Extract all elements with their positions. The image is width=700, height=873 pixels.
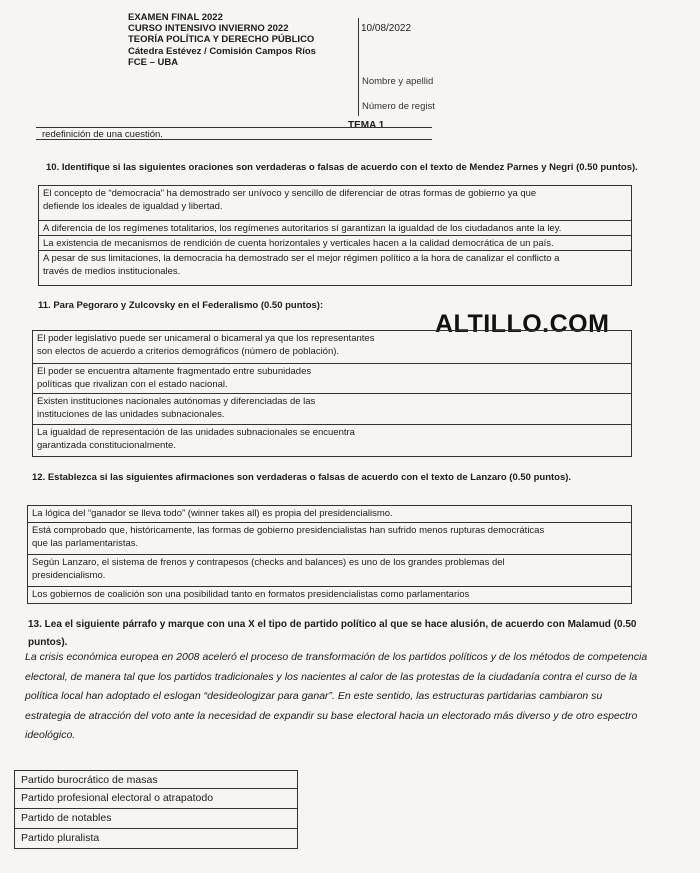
option-text: son electos de acuerdo a criterios demográficos (número de población). — [37, 345, 340, 357]
header-line: Cátedra Estévez / Comisión Campos Ríos — [128, 45, 316, 57]
q11-option — [32, 330, 632, 364]
option-text: La lógica del “ganador se lleva todo” (winner takes all) es propia del presidencialismo. — [32, 508, 393, 519]
option-text: A diferencia de los regímenes totalitarios, los regímenes autoritarios sí garantizan la igualdad de los ciudadanos ante la ley. — [43, 223, 562, 234]
option-label: Partido pluralista — [21, 832, 100, 844]
q12-option — [27, 554, 632, 587]
option-text: defiende los ideales de igualdad y libertad. — [43, 200, 223, 212]
q12-option — [27, 522, 632, 555]
title-line: 13. Lea el siguiente párrafo y marque con una X el tipo de partido político al que se hace alusión, de acuerdo con Malamud (0.50 — [28, 619, 637, 630]
option-text: presidencialismo. — [32, 569, 106, 581]
option-text: La igualdad de representación de las unidades subnacionales se encuentra — [37, 427, 355, 438]
q11-option — [32, 393, 632, 425]
option-text: El poder se encuentra altamente fragmentado entre subunidades — [37, 366, 312, 377]
option-text: que las parlamentaristas. — [32, 537, 139, 549]
header-line: EXAMEN FINAL 2022 — [128, 12, 223, 23]
question-13-title — [28, 616, 637, 652]
option-text: políticas que rivalizan con el estado nacional. — [37, 378, 228, 390]
paragraph-line: política local han adoptado el eslogan “desideologizar para ganar”. En este sentido, las estructuras partidarias cambiaron su — [25, 690, 603, 702]
option-text: Según Lanzaro, el sistema de frenos y contrapesos (checks and balances) es uno de los grandes problemas del — [32, 557, 505, 568]
header-line: CURSO INTENSIVO INVIERNO 2022 — [128, 23, 289, 35]
question-12-title: 12. Establezca si las siguientes afirmaciones son verdaderas o falsas de acuerdo con el texto de Lanzaro (0.50 puntos). — [32, 472, 572, 483]
paragraph-line: La crisis económica europea en 2008 aceleró el proceso de transformación de los partidos políticos y de los métodos de competencia — [25, 651, 648, 663]
q10-option — [38, 235, 632, 251]
q13-option[interactable] — [14, 770, 298, 789]
q12-option — [27, 586, 632, 604]
option-text: El concepto de “democracia” ha demostrado ser unívoco y sencillo de diferenciar de otras formas de gobierno ya que — [43, 188, 537, 199]
question-13-paragraph — [25, 648, 690, 746]
option-text: través de medios institucionales. — [43, 265, 181, 277]
q13-option[interactable] — [14, 829, 298, 849]
q10-option — [38, 250, 632, 286]
header-divider — [358, 18, 359, 116]
title-line: puntos). — [28, 637, 68, 648]
registry-field-label: Número de regist — [362, 101, 435, 112]
option-text: La existencia de mecanismos de rendición de cuenta horizontales y verticales hacen a la calidad democrática de un país. — [43, 238, 554, 249]
option-label: Partido de notables — [21, 812, 112, 824]
q12-option — [27, 505, 632, 523]
header-line: FCE – UBA — [128, 56, 179, 68]
option-text: instituciones de las unidades subnacionales. — [37, 408, 225, 420]
option-text: El poder legislativo puede ser unicameral o bicameral ya que los representantes — [37, 333, 375, 344]
option-text: garantizada constitucionalmente. — [37, 439, 176, 451]
header-line: TEORÍA POLÍTICA Y DERECHO PÚBLICO — [128, 34, 315, 46]
q10-option — [38, 220, 632, 236]
question-11-title: 11. Para Pegoraro y Zulcovsky en el Federalismo (0.50 puntos): — [38, 300, 324, 311]
option-text: A pesar de sus limitaciones, la democracia ha demostrado ser el mejor régimen político a la hora de canalizar el conflicto a — [43, 253, 560, 264]
q11-option — [32, 363, 632, 394]
q13-option[interactable] — [14, 809, 298, 829]
altillo-watermark: ALTILLO.COM — [435, 310, 610, 338]
q13-option[interactable] — [14, 789, 298, 809]
q10-option — [38, 185, 632, 221]
option-label: Partido profesional electoral o atrapatodo — [21, 792, 214, 804]
question-10-title: 10. Identifique si las siguientes oraciones son verdaderas o falsas de acuerdo con el texto de Mendez Parnes y Negri (0.50 puntos). — [46, 162, 638, 173]
paragraph-line: electoral, de manera tal que los partidos tradicionales y los nacientes al calor de las protestas de la ciudadanía contra el curso de la — [25, 670, 638, 683]
exam-date: 10/08/2022 — [361, 23, 412, 34]
paragraph-line: estrategia de atracción del voto ante la necesidad de expandir su base electoral hacia un electorado más diverso y de otro espectro — [25, 709, 638, 722]
option-text: Existen instituciones nacionales autónomas y diferenciadas de las — [37, 396, 316, 407]
exam-header — [128, 12, 316, 68]
name-field-label: Nombre y apellid — [362, 76, 434, 87]
option-text: Está comprobado que, históricamente, las formas de gobierno presidencialistas han sufrido menos rupturas democráticas — [32, 525, 545, 536]
q11-option — [32, 424, 632, 457]
option-text: Los gobiernos de coalición son una posibilidad tanto en formatos presidencialistas como parlamentarios — [32, 589, 470, 600]
tema-label: TEMA 1 — [348, 120, 385, 131]
option-label: Partido burocrático de masas — [21, 774, 158, 786]
paragraph-line: ideológico. — [25, 729, 76, 741]
previous-answer-fragment: redefinición de una cuestión. — [36, 127, 432, 140]
